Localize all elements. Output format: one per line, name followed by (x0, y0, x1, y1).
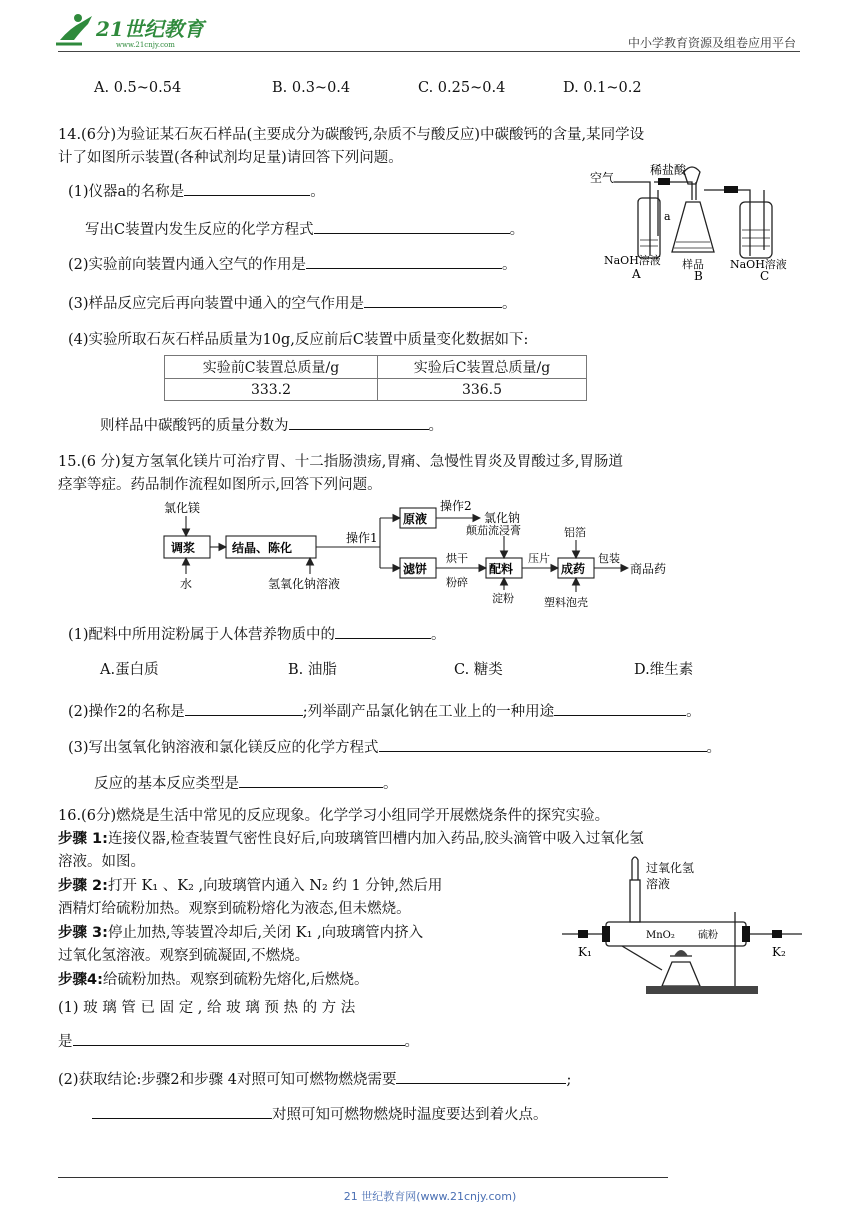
table-cell: 333.2 (165, 379, 378, 401)
footer-text: 21 世纪教育网(www.21cnjy.com) (343, 1190, 517, 1203)
flow-water: 水 (180, 577, 193, 591)
answer-blank[interactable] (185, 701, 303, 716)
q14-part4: (4)实验所取石灰石样品质量为10g,反应前后C装置中质量变化数据如下: (68, 332, 529, 348)
q14-part1: (1)仪器a的名称是 。 (68, 180, 325, 201)
process-flowchart (150, 496, 710, 614)
q16-step3-cont: 过氧化氢溶液。观察到硫凝固,不燃烧。 (58, 948, 310, 964)
fig-k2-label: K₂ (772, 945, 786, 959)
answer-blank[interactable] (335, 624, 431, 639)
flow-naoh: 氢氧化钠溶液 (268, 577, 341, 591)
fig-label-a: NaOH溶液 (604, 254, 661, 267)
flow-yuanye: 原液 (403, 512, 428, 526)
flow-chengyao: 成药 (561, 562, 586, 576)
fig-acid-label: 稀盐酸 (650, 163, 687, 177)
q16-step4: 步骤4:给硫粉加热。观察到硫粉先熔化,后燃烧。 (58, 972, 369, 988)
runner-logo-icon (52, 10, 222, 50)
q15-option-c: C. 糖类 (454, 662, 503, 678)
q14-part5: 则样品中碳酸钙的质量分数为 。 (100, 414, 443, 435)
q15-part2: (2)操作2的名称是 ;列举副产品氯化钠在工业上的一种用途 。 (68, 700, 701, 721)
q13-option-c: C. 0.25~0.4 (418, 80, 506, 96)
answer-blank[interactable] (306, 254, 502, 269)
q16-part2b: 对照可知可燃物燃烧时温度要达到着火点。 (92, 1103, 548, 1124)
flow-mgcl2: 氯化镁 (164, 501, 201, 515)
answer-blank[interactable] (239, 773, 383, 788)
fig-mno2-label: MnO₂ (646, 930, 675, 941)
answer-blank[interactable] (92, 1104, 272, 1119)
flow-suliao: 塑料泡壳 (544, 596, 588, 609)
q15-option-d: D.维生素 (634, 662, 694, 678)
flow-gao: 颠茄流浸膏 (466, 524, 521, 537)
flow-product: 商品药 (630, 562, 667, 576)
fig-label-b: 样品 (682, 258, 704, 271)
header-divider (58, 51, 800, 52)
combustion-apparatus-figure (562, 852, 808, 1002)
answer-blank[interactable] (396, 1069, 566, 1084)
flow-lvbo: 铝箔 (564, 526, 586, 539)
flow-tiaojiang: 调浆 (171, 541, 196, 555)
flow-lvbing: 滤饼 (403, 562, 428, 576)
flow-yapian: 压片 (528, 552, 550, 565)
flow-baozhuang: 包装 (598, 552, 620, 565)
answer-blank[interactable] (314, 219, 510, 234)
table-header: 实验后C装置总质量/g (378, 356, 587, 379)
q16-step1-cont: 溶液。如图。 (58, 854, 145, 870)
q15-stem-1: 15.(6 分)复方氢氧化镁片可治疗胃、十二指肠溃疡,胃痛、急慢性胃炎及胃酸过多,胃肠道 (58, 454, 623, 470)
footer-divider (58, 1177, 668, 1178)
fig-a-label: a (664, 210, 671, 223)
answer-blank[interactable] (184, 181, 310, 196)
fig-air-label: 空气 (590, 171, 615, 185)
q16-step3: 步骤 3:停止加热,等装置冷却后,关闭 K₁ ,向玻璃管内挤入 (58, 925, 424, 941)
q14-part1b: 写出C装置内发生反应的化学方程式 。 (85, 218, 524, 239)
q15-part4: 反应的基本反应类型是 。 (94, 772, 398, 793)
q16-step1: 步骤 1:连接仪器,检查装置气密性良好后,向玻璃管凹槽内加入药品,胶头滴管中吸入过氧化氢 (58, 831, 644, 847)
q16-part2: (2)获取结论:步骤2和步骤 4对照可知可燃物燃烧需要 ; (58, 1068, 571, 1089)
site-logo (52, 10, 222, 50)
flow-peiliao: 配料 (489, 562, 514, 576)
answer-blank[interactable] (289, 415, 429, 430)
q14-stem-2: 计了如图所示装置(各种试剂均足量)请回答下列问题。 (58, 150, 403, 166)
q16-step2: 步骤 2:打开 K₁ 、K₂ ,向玻璃管内通入 N₂ 约 1 分钟,然后用 (58, 878, 443, 894)
flow-fensui: 粉碎 (446, 576, 468, 589)
q15-part3: (3)写出氢氧化钠溶液和氯化镁反应的化学方程式 。 (68, 736, 721, 757)
flow-jiejing: 结晶、陈化 (232, 541, 293, 555)
fig-h2o2-label-1: 过氧化氢 (646, 861, 695, 875)
answer-blank[interactable] (554, 701, 686, 716)
apparatus-figure (588, 160, 808, 285)
q13-option-a: A. 0.5~0.54 (94, 80, 182, 96)
flow-dianfen: 淀粉 (492, 592, 514, 605)
q14-part2: (2)实验前向装置内通入空气的作用是 。 (68, 253, 517, 274)
q15-stem-2: 痉挛等症。药品制作流程如图所示,回答下列问题。 (58, 477, 382, 493)
q13-option-b: B. 0.3~0.4 (272, 80, 351, 96)
flow-op1: 操作1 (346, 531, 378, 545)
fig-letter-a: A (632, 267, 641, 281)
q16-part1: (1) 玻 璃 管 已 固 定 , 给 玻 璃 预 热 的 方 法 (58, 1000, 356, 1016)
fig-letter-b: B (694, 269, 703, 283)
q14-stem-1: 14.(6分)为验证某石灰石样品(主要成分为碳酸钙,杂质不与酸反应)中碳酸钙的含量,某同学设 (58, 127, 645, 143)
q14-part3: (3)样品反应完后再向装置中通入的空气作用是 。 (68, 292, 517, 313)
mass-data-table (164, 355, 587, 401)
fig-h2o2-label-2: 溶液 (646, 877, 671, 891)
q15-part1: (1)配料中所用淀粉属于人体营养物质中的 。 (68, 623, 446, 644)
flow-nacl: 氯化钠 (484, 511, 521, 525)
answer-blank[interactable] (379, 737, 707, 752)
platform-name: 中小学教育资源及组卷应用平台 (627, 36, 796, 50)
fig-letter-c: C (760, 269, 770, 283)
q13-option-d: D. 0.1~0.2 (563, 80, 642, 96)
table-header: 实验前C装置总质量/g (165, 356, 378, 379)
table-cell: 336.5 (378, 379, 587, 401)
flow-op2: 操作2 (440, 499, 472, 513)
q15-option-a: A.蛋白质 (100, 662, 159, 678)
fig-label-c: NaOH溶液 (730, 258, 787, 271)
q15-option-b: B. 油脂 (288, 662, 337, 678)
answer-blank[interactable] (73, 1031, 405, 1046)
logo-url: www.21cnjy.com (116, 41, 175, 49)
q16-step2-cont: 酒精灯给硫粉加热。观察到硫粉熔化为液态,但未燃烧。 (58, 901, 411, 917)
q16-part1b: 是 。 (58, 1030, 419, 1051)
logo-text: 21世纪教育 (96, 17, 204, 41)
q16-stem: 16.(6分)燃烧是生活中常见的反应现象。化学学习小组同学开展燃烧条件的探究实验。 (58, 808, 610, 824)
answer-blank[interactable] (364, 293, 502, 308)
flow-hongan: 烘干 (446, 552, 468, 565)
fig-k1-label: K₁ (578, 945, 592, 959)
fig-sulfur-label: 硫粉 (698, 930, 718, 941)
